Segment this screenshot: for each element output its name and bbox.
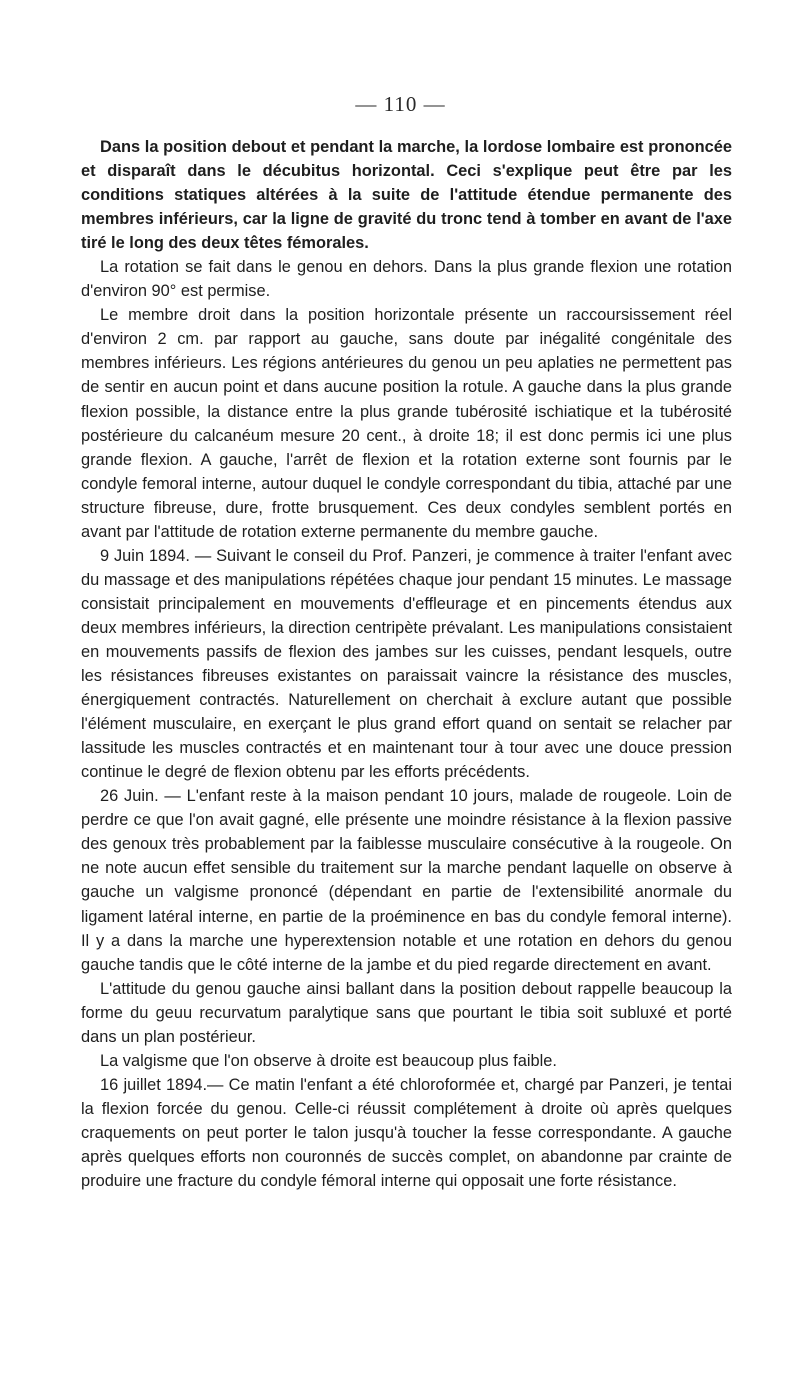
body-text [81,135,732,1193]
paragraph-valgisme: La valgisme que l'on observe à droite est beaucoup plus faible. [100,1051,557,1070]
paragraph-lordose: Dans la position debout et pendant la marche, la lordose lombaire est prononcée et disparaît dans le décubitus horizontal. Ceci s'explique peut être par les conditions statiques altérées à la suite de l'attitude étendue permanente des membres inférieurs, car la ligne de gravité du tronc tend à tomber en avant de l'axe tiré le long des deux têtes fémorales. [81,138,732,253]
paragraph-rotation: La rotation se fait dans le genou en dehors. Dans la plus grande flexion une rotation d'environ 90° est permise. [81,258,732,301]
paragraph-attitude-genou: L'attitude du genou gauche ainsi ballant dans la position debout rappelle beaucoup la forme du geuu recurvatum paralytique sans que pourtant le tibia soit subluxé et porté dans un plan postérieur. [81,979,732,1046]
page-number: — 110 — [355,92,446,116]
paragraph-26-juin: 26 Juin. — L'enfant reste à la maison pendant 10 jours, malade de rougeole. Loin de perdre ce que l'on avait gagné, elle présente une moindre résistance à la flexion passive des genoux très probablement par la faiblesse musculaire consécutive à la rougeole. On ne note aucun effet sensible du traitement sur la marche pendant laquelle on observe à gauche un valgisme prononcé (dépendant en partie de l'extensibilité anormale du ligament latéral interne, en partie de la proéminence en bas du condyle femoral interne). Il y a dans la marche une hyperextension notable et une rotation en dehors du genou gauche tandis que le côté interne de la jambe et du pied regarde directement en avant. [81,787,732,974]
paragraph-9-juin: 9 Juin 1894. — Suivant le conseil du Prof. Panzeri, je commence à traiter l'enfant avec du massage et des manipulations répétées chaque jour pendant 15 minutes. Le massage consistait principalement en mouvements d'effleurage et en pincements étendus aux deux membres inférieurs, la direction centripète prévalant. Les manipulations consistaient en mouvements passifs de flexion des jambes sur les cuisses, pendant lesquels, outre les résistances fibreuses existantes on paraissait vaincre la résistance des muscles, énergiquement contractés. Naturellement on cherchait à exclure autant que possible l'élément musculaire, en exerçant le plus grand effort quand on sentait se relacher par lassitude les muscles contractés et en maintenant tour à tour avec une douce pression continue le degré de flexion obtenu par les efforts précédents. [81,546,732,782]
paragraph-16-juillet: 16 juillet 1894.— Ce matin l'enfant a été chloroformée et, chargé par Panzeri, je tentai la flexion forcée du genou. Celle-ci réussit complétement à droite où après quelques craquements on peut porter le talon jusqu'à toucher la fesse correspondante. A gauche après quelques efforts non couronnés de succès complet, on abandonne par crainte de produire une fracture du condyle fémoral interne qui opposait une forte résistance. [81,1075,732,1191]
paragraph-membre-droit: Le membre droit dans la position horizontale présente un raccoursissement réel d'environ 2 cm. par rapport au gauche, sans doute par inégalité congénitale des membres inférieurs. Les régions antérieures du genou un peu aplaties ne permettent pas de sentir en aucun point et dans aucune position la rotule. A gauche dans la plus grande flexion possible, la distance entre la plus grande tubérosité ischiatique et la tubérosité postérieure du calcanéum mesure 20 cent., à droite 18; il est donc permis ici une plus grande flexion. A gauche, l'arrêt de flexion et la rotation externe sont fournis par le condyle femoral interne, autour duquel le condyle correspondant du tibia, attaché par une structure fibreuse, dure, frotte brusquement. Ces deux condyles semblent portés en avant par l'attitude de rotation externe permanente du membre gauche. [81,306,732,541]
